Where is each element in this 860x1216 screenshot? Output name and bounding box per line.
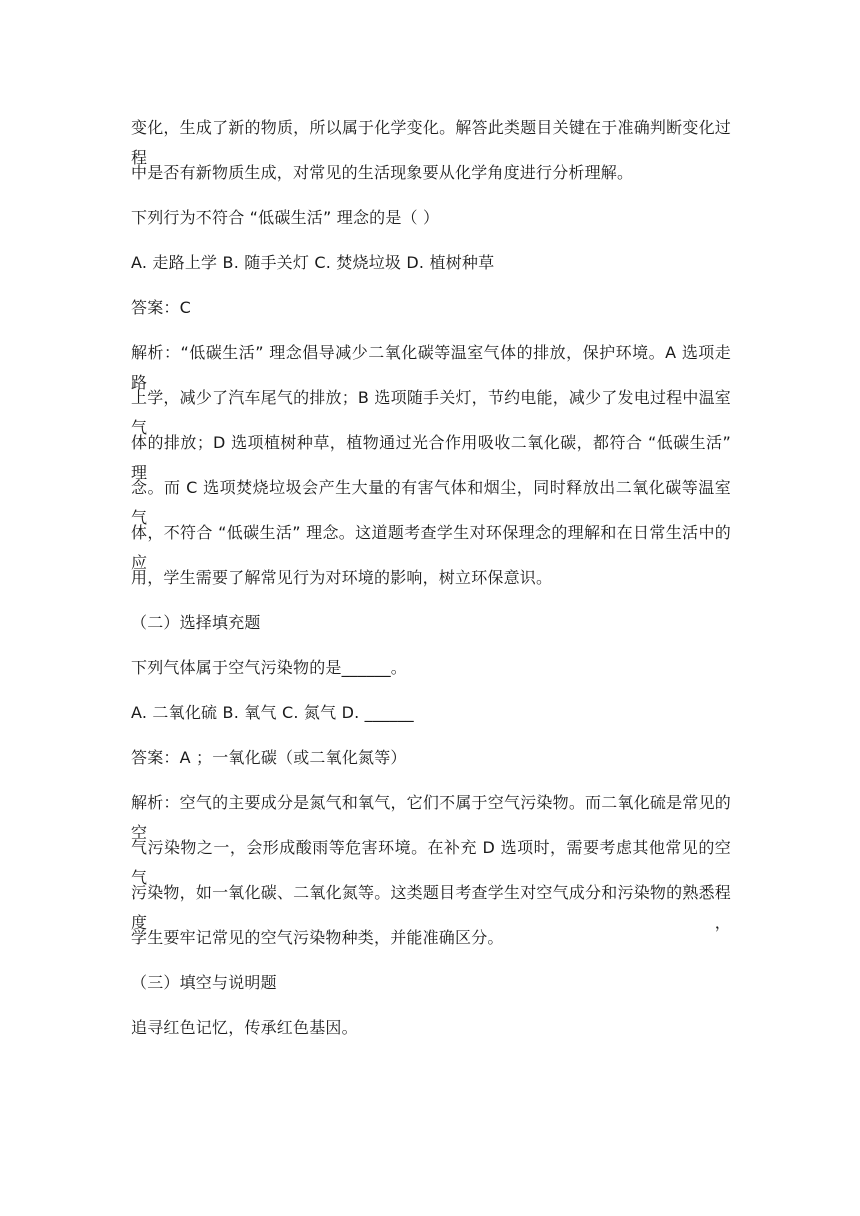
text-line: 学生要牢记常见的空气污染物种类，并能准确区分。 <box>131 928 504 947</box>
section-heading-3: （三）填空与说明题 <box>131 973 277 992</box>
question-1-options: A. 走路上学 B. 随手关灯 C. 焚烧垃圾 D. 植树种草 <box>131 253 495 272</box>
text-line: 解析：“低碳生活” 理念倡导减少二氧化碳等温室气体的排放，保护环境。A 选项走路 <box>131 343 731 392</box>
text-line: 念。而 C 选项焚烧垃圾会产生大量的有害气体和烟尘，同时释放出二氧化碳等温室气 <box>131 478 731 527</box>
section-heading-2: （二）选择填充题 <box>131 613 261 632</box>
text-line: 污染物，如一氧化碳、二氧化氮等。这类题目考查学生对空气成分和污染物的熟悉程度， <box>131 883 731 932</box>
document-page <box>131 113 731 1043</box>
text-line: 变化，生成了新的物质，所以属于化学变化。解答此类题目关键在于准确判断变化过程 <box>131 118 731 167</box>
question-1-answer: 答案：C <box>131 298 191 317</box>
question-2-options: A. 二氧化硫 B. 氧气 C. 氮气 D. ______ <box>131 703 414 722</box>
question-1-analysis <box>131 338 731 593</box>
text-line: 中是否有新物质生成，对常见的生活现象要从化学角度进行分析理解。 <box>131 163 634 182</box>
text-line: 体的排放；D 选项植树种草，植物通过光合作用吸收二氧化碳，都符合 “低碳生活” 理 <box>131 433 731 482</box>
text-line: 体，不符合 “低碳生活” 理念。这道题考查学生对环保理念的理解和在日常生活中的应 <box>131 523 731 572</box>
question-2: 下列气体属于空气污染物的是______。 <box>131 658 408 677</box>
question-3-intro: 追寻红色记忆，传承红色基因。 <box>131 1018 358 1037</box>
paragraph-explanation-continued <box>131 113 731 188</box>
text-line: 解析：空气的主要成分是氮气和氧气，它们不属于空气污染物。而二氧化硫是常见的空 <box>131 793 731 842</box>
text-line: 气污染物之一，会形成酸雨等危害环境。在补充 D 选项时，需要考虑其他常见的空气 <box>131 838 731 887</box>
text-line: 用，学生需要了解常见行为对环境的影响，树立环保意识。 <box>131 568 553 587</box>
question-1: 下列行为不符合 “低碳生活” 理念的是（ ） <box>131 208 440 227</box>
text-line: 上学，减少了汽车尾气的排放；B 选项随手关灯，节约电能，减少了发电过程中温室气 <box>131 388 731 437</box>
question-2-answer: 答案：A ；一氧化碳（或二氧化氮等） <box>131 748 407 767</box>
question-2-analysis <box>131 788 731 953</box>
